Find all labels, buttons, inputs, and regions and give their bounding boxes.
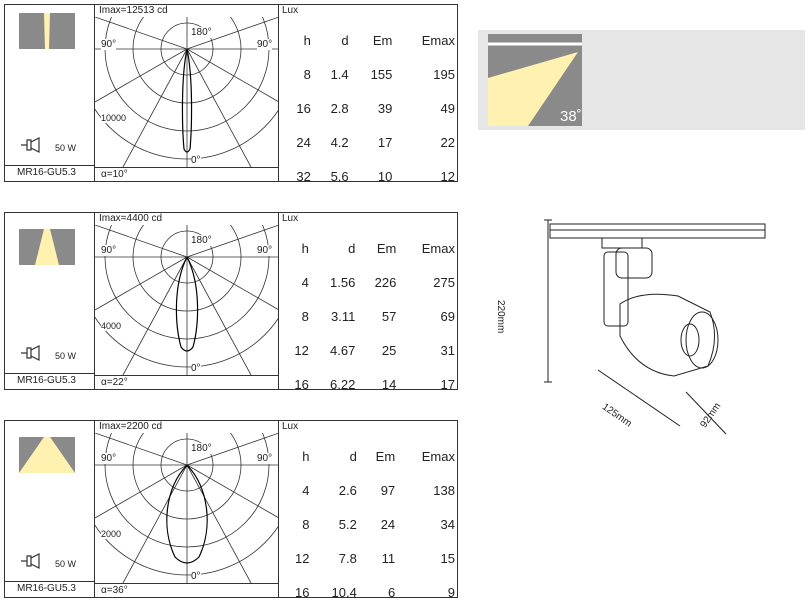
wattage-label: 50 W [55,143,77,153]
product-dimension-drawing [520,208,780,438]
lux-table [283,231,459,401]
header-emax: Emax [421,240,455,256]
beam-angle-label: α=10° [95,167,278,181]
cell: 12 [294,550,310,566]
header-h: h [302,448,310,464]
photometric-block-1 [4,4,458,182]
lamp-info-column [5,213,95,389]
table-header-row [283,23,459,57]
header-d: d [349,448,357,464]
cell: 195 [433,66,455,82]
table-row [283,299,459,333]
header-emax: Emax [421,32,455,48]
lux-title: Lux [282,5,299,16]
cell: 4 [301,274,309,290]
cell: 49 [440,100,455,116]
cell: 9 [447,584,455,600]
left-angle-label: 90° [101,453,117,464]
cell: 17 [377,134,393,150]
top-angle-label: 180° [191,235,212,246]
header-d: d [348,240,356,256]
cell: 16 [296,100,311,116]
lux-title: Lux [282,421,299,432]
beam-angle-value: 38˚ [560,108,582,125]
cell: 4.2 [330,134,349,150]
cell: 16 [294,376,309,392]
polar-diagram-column [95,421,279,597]
cell: 8 [302,516,310,532]
scale-label: 2000 [101,529,122,539]
cell: 226 [374,274,397,290]
cell: 138 [433,482,455,498]
lux-title: Lux [282,213,299,224]
lux-table-column [279,5,457,184]
right-angle-label: 90° [257,245,273,256]
left-angle-label: 90° [101,39,117,50]
beam-angle-panel [478,30,805,130]
cell: 275 [433,274,455,290]
table-row [283,473,459,507]
cell: 10.4 [331,584,357,600]
bottom-angle-label: 0° [191,155,201,166]
polar-diagram-column [95,213,279,389]
cell: 1.56 [330,274,356,290]
socket-label: MR16-GU5.3 [5,165,95,179]
cell: 10 [377,168,393,184]
cell: 11 [381,550,396,566]
photometric-block-3 [4,420,458,598]
cell: 8 [303,66,311,82]
lux-table-column [279,213,457,392]
cell: 69 [440,308,455,324]
cell: 7.8 [338,550,357,566]
cell: 6 [387,584,396,600]
cell: 97 [380,482,396,498]
cell: 2.6 [338,482,357,498]
header-em: Em [372,32,393,48]
beam-angle-graphic [488,34,582,126]
lux-table [283,439,459,609]
cell: 57 [381,308,397,324]
lamp-info-column [5,5,95,181]
lamp-icon [19,345,43,361]
header-emax: Emax [421,448,455,464]
beam-angle-label: α=22° [95,375,278,389]
table-row [283,367,459,401]
cell: 5.2 [338,516,357,532]
bottom-angle-label: 0° [191,363,201,374]
wattage-label: 50 W [55,559,77,569]
cell: 17 [440,376,455,392]
table-row [283,541,459,575]
header-d: d [341,32,349,48]
lamp-icon [19,137,43,153]
cell: 4 [302,482,310,498]
socket-label: MR16-GU5.3 [5,581,95,595]
cell: 34 [440,516,455,532]
wattage-label: 50 W [55,351,77,361]
right-angle-label: 90° [257,39,273,50]
table-row [283,159,459,193]
cell: 5.6 [330,168,349,184]
cell: 4.67 [330,342,356,358]
polar-diagram [95,17,279,167]
cell: 14 [381,376,397,392]
header-em: Em [375,448,396,464]
cell: 3.11 [331,308,356,324]
scale-label: 4000 [101,321,122,331]
scale-label: 10000 [101,113,127,123]
bottom-angle-label: 0° [191,571,201,582]
cell: 22 [440,134,455,150]
right-angle-label: 90° [257,453,273,464]
cell: 24 [296,134,311,150]
lux-table [283,23,459,193]
table-row [283,265,459,299]
cell: 2.8 [330,100,349,116]
imax-label: Imax=12513 cd [99,5,168,16]
cell: 31 [440,342,455,358]
cell: 155 [370,66,393,82]
cell: 8 [301,308,309,324]
header-h: h [301,240,309,256]
table-row [283,507,459,541]
lamp-info-column [5,421,95,597]
length-dimension-label: 125mm [599,401,634,430]
imax-label: Imax=4400 cd [99,213,163,224]
socket-label: MR16-GU5.3 [5,373,95,387]
cell: 12 [440,168,455,184]
cell: 1.4 [330,66,349,82]
cell: 39 [377,100,393,116]
table-header-row [283,231,459,265]
table-row [283,125,459,159]
lamp-icon [19,553,43,569]
top-angle-label: 180° [191,27,212,38]
beam-medium-graphic [19,229,75,265]
beam-narrow-graphic [19,13,75,49]
cell: 32 [296,168,311,184]
photometric-block-2 [4,212,458,390]
lux-table-column [279,421,457,600]
cell: 16 [294,584,310,600]
cell: 24 [380,516,396,532]
table-row [283,91,459,125]
polar-diagram [95,225,279,375]
cell: 25 [381,342,397,358]
cell: 12 [294,342,309,358]
header-h: h [303,32,311,48]
cell: 6.22 [330,376,356,392]
left-angle-label: 90° [101,245,117,256]
table-row [283,57,459,91]
beam-angle-label: α=36° [95,583,278,597]
polar-diagram [95,433,279,583]
height-dimension-label: 220mm [495,300,506,334]
header-em: Em [376,240,397,256]
table-header-row [283,439,459,473]
cell: 15 [440,550,455,566]
polar-diagram-column [95,5,279,181]
top-angle-label: 180° [191,443,212,454]
diameter-dimension-label: 92mm [698,400,724,431]
imax-label: Imax=2200 cd [99,421,163,432]
table-row [283,333,459,367]
beam-wide-graphic [19,437,75,473]
